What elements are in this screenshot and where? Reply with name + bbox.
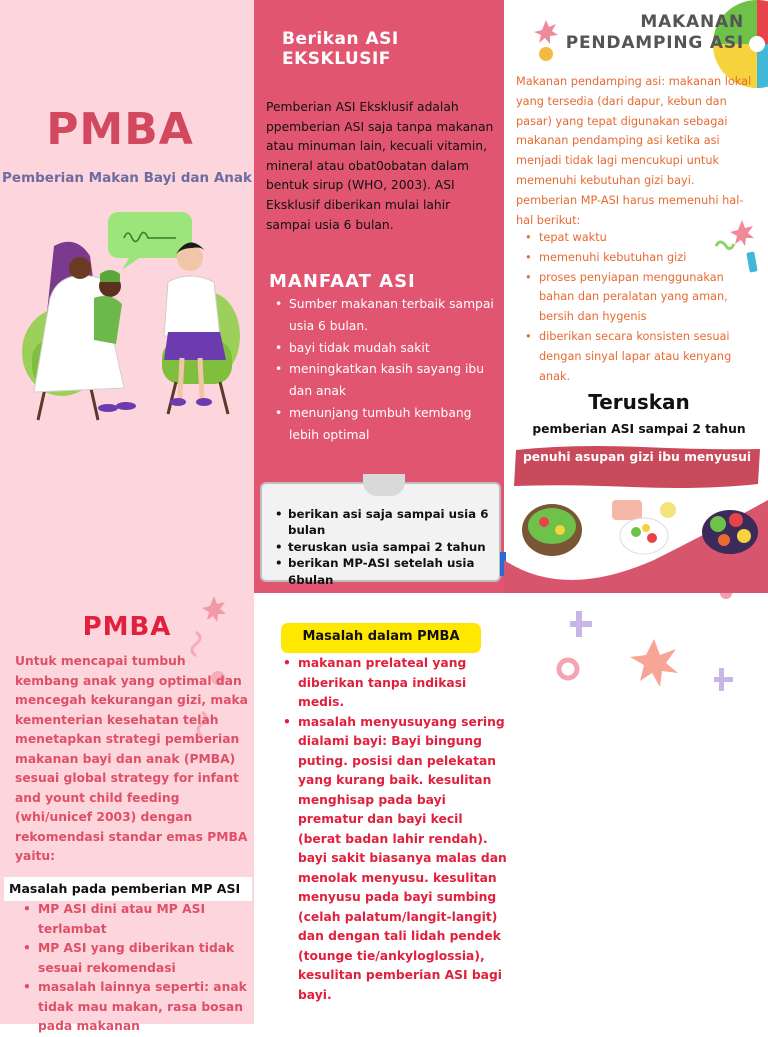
list-item: • bayi tidak mudah sakit <box>272 338 500 360</box>
list-item: • teruskan usia sampai 2 tahun <box>274 539 506 555</box>
teruskan-title: Teruskan <box>588 390 690 414</box>
manfaat-asi-list <box>272 294 500 447</box>
list-item: • MP ASI dini atau MP ASI terlambat <box>22 900 250 939</box>
confetti-decoration <box>550 593 768 713</box>
banner-text: penuhi asupan gizi ibu menyusui <box>522 450 752 464</box>
masalah-mp-asi-list <box>22 900 250 1037</box>
cover-title: PMBA <box>46 104 194 155</box>
masalah-pmba-list <box>282 654 508 1005</box>
teruskan-subtitle: pemberian ASI sampai 2 tahun <box>532 422 746 436</box>
list-item: • masalah lainnya seperti: anak tidak mau makan, rasa bosan pada makanan <box>22 978 250 1037</box>
pmba-section-title: PMBA <box>82 612 172 642</box>
list-item: • berikan MP-ASI setelah usia 6bulan <box>274 555 506 588</box>
asi-eksklusif-body: Pemberian ASI Eksklusif adalah ppemberian ASI saja tanpa makanan atau minuman lain, kecuali vitamin, mineral atau obat0obatan dalam bentuk sirup (WHO, 2003). ASI Eksklusif diberikan mulai lahir sampai usia 6 bulan. <box>266 100 494 232</box>
list-item: • proses penyiapan menggunakan bahan dan peralatan yang aman, bersih dan hygenis <box>524 268 746 327</box>
list-item: • diberikan secara konsisten sesuai dengan sinyal lapar atau kenyang anak. <box>524 327 746 386</box>
vegetables-icon <box>702 510 758 554</box>
list-item: • makanan prelateal yang diberikan tanpa indikasi medis. <box>282 654 508 713</box>
mp-asi-body: Makanan pendamping asi: makanan lokal yang tersedia (dari dapur, kebun dan pasar) yang tepat digunakan sebagai makanan pendamping asi ketika asi menjadi tidak lagi mencukupi untuk memenuhi kebutuhan gizi bayi. pemberian MP-ASI harus memenuhi hal-hal berikut: <box>516 75 752 227</box>
list-item: • masalah menyusuyang sering dialami bayi: Bayi bingung puting. posisi dan pelekatan yang kurang baik. kesulitan menghisap pada bayi prematur dan bayi kecil (berat badan lahir rendah). bayi sakit biasanya malas dan menolak menyusu. kesulitan menyusu pada bayi sumbing (celah palatum/langit-langit) dan dengan tali lidah pendek (tounge tie/ankyloglossia), kesulitan pemberian ASI bagi bayi. <box>282 713 508 1006</box>
pmba-section-body: Untuk mencapai tumbuh kembang anak yang optimal dan mencegah kekurangan gizi, maka kementerian kesehatan telah menetapkan strategi pemberian makanan bayi dan anak (PMBA) sesuai global strategy for infant and yount child feeding (whi/unicef 2003) dengan rekomendasi standar emas PMBA yaitu: <box>15 654 248 863</box>
card-tab-decoration <box>363 474 405 496</box>
list-item: • Sumber makanan terbaik sampai usia 6 bulan. <box>272 294 500 338</box>
list-item: • tepat waktu <box>524 228 746 248</box>
mp-asi-title: MAKANAN PENDAMPING ASI <box>565 12 744 53</box>
cover-subtitle: Pemberian Makan Bayi dan Anak <box>2 170 252 186</box>
summary-card-list <box>274 506 506 588</box>
mother-nurse-illustration <box>12 208 244 422</box>
fruit-bowl-icon <box>612 500 676 554</box>
masalah-pmba-title: Masalah dalam PMBA <box>302 629 460 644</box>
list-item: • menunjang tumbuh kembang lebih optimal <box>272 403 500 447</box>
list-item: • berikan asi saja sampai usia 6 bulan <box>274 506 506 539</box>
salad-bowl-icon <box>522 504 582 556</box>
list-item: • meningkatkan kasih sayang ibu dan anak <box>272 359 500 403</box>
manfaat-asi-title: MANFAAT ASI <box>269 271 416 292</box>
masalah-mp-asi-title: Masalah pada pemberian MP ASI <box>9 881 241 896</box>
food-illustrations <box>504 490 768 593</box>
asi-eksklusif-title: Berikan ASI EKSKLUSIF <box>282 29 399 69</box>
list-item: • MP ASI yang diberikan tidak sesuai rekomendasi <box>22 939 250 978</box>
list-item: • memenuhi kebutuhan gizi <box>524 248 746 268</box>
confetti-icon <box>712 216 764 274</box>
